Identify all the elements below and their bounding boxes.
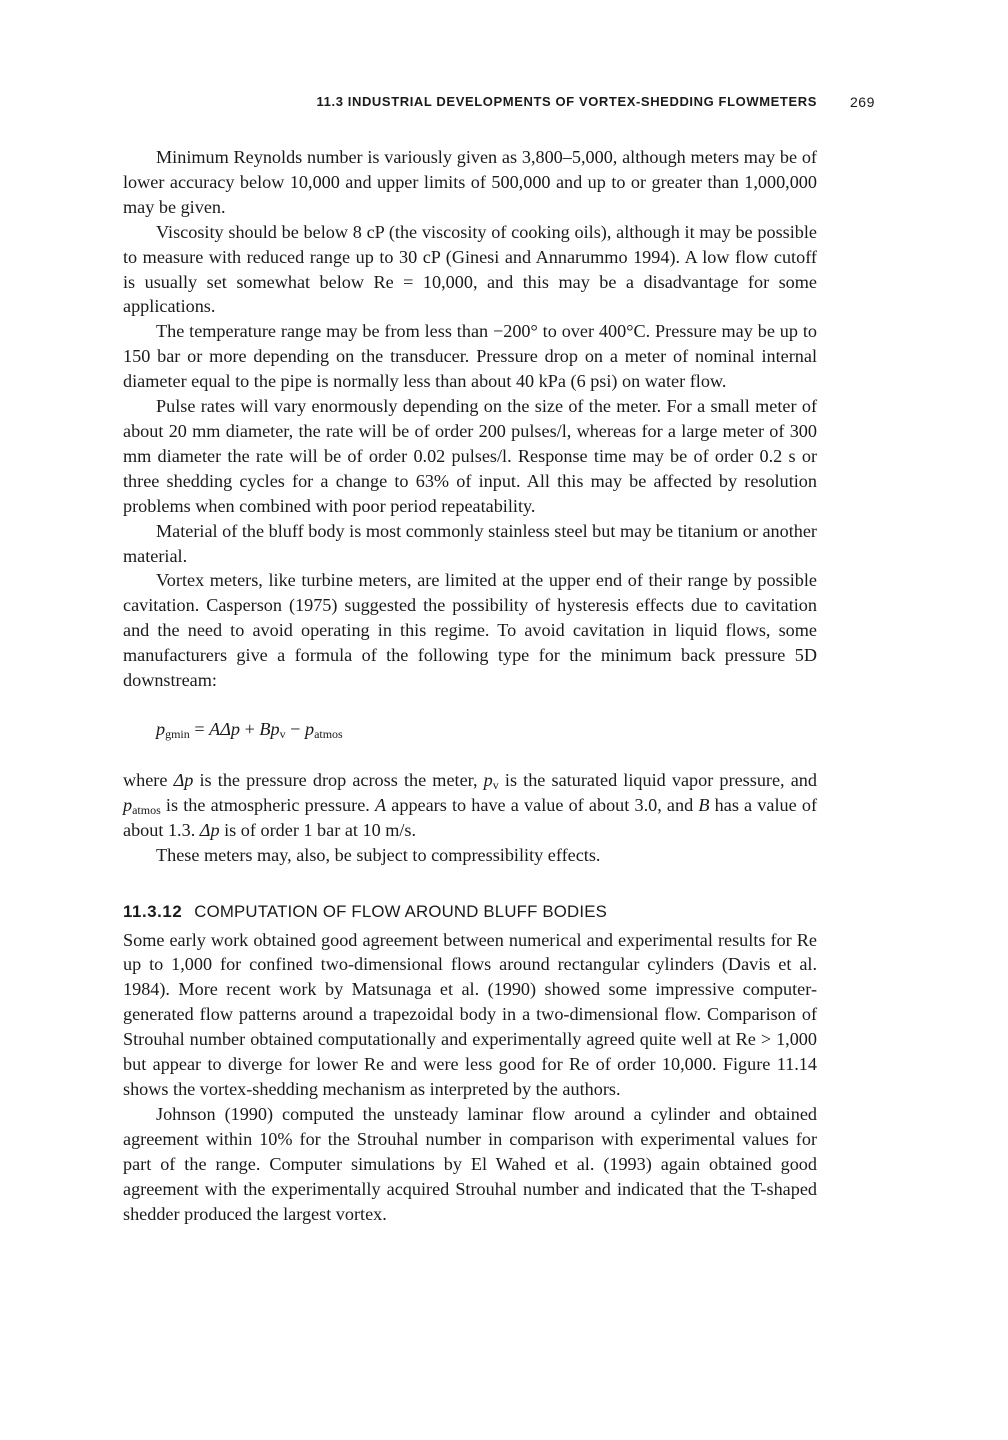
equation-coefficient-a: A — [209, 718, 221, 739]
paragraph-early-work: Some early work obtained good agreement between numerical and experimental results for Re up to 1,000 for confined two-dimensional flows around rectangular cylinders (Davis et al. 1984). More recent work by Matsunaga et al. (1990) showed some impressive computer-generated flow patterns around a trapezoidal body in a two-dimensional flow. Comparison of Strouhal number obtained computationally and experimentally agreed quite well at Re > 1,000 but appear to diverge for lower Re and were less good for Re of order 10,000. Figure 11.14 shows the vortex-shedding mechanism as interpreted by the authors. — [123, 929, 817, 1099]
page-number: 269 — [850, 94, 875, 110]
equation-lhs-subscript: gmin — [165, 726, 190, 741]
equation-coefficient-b: B — [259, 718, 271, 739]
symbol-v-subscript: v — [492, 777, 499, 792]
text-fragment: is of order 1 bar at 10 m/s. — [219, 819, 417, 840]
text-fragment: appears to have a value of about 3.0, and — [386, 794, 699, 815]
paragraph-johnson: Johnson (1990) computed the unsteady laminar flow around a cylinder and obtained agreement within 10% for the Strouhal number in comparison with experimental values for part of the range. Computer simulations by El Wahed et al. (1993) again obtained good agreement with the experimentally acquired Strouhal number and indicated that the T-shaped shedder produced the largest vortex. — [123, 1103, 817, 1224]
text-fragment: is the saturated liquid vapor pressure, and — [498, 769, 817, 790]
paragraph-compressibility: These meters may, also, be subject to compressibility effects. — [156, 844, 601, 865]
text-fragment: is the pressure drop across the meter, — [193, 769, 484, 790]
symbol-p: p — [483, 769, 493, 790]
paragraph-pulse-rates: Pulse rates will vary enormously depending on the size of the meter. For a small meter of about 20 mm diameter, the rate will be of order 200 pulses/l, whereas for a large meter of 300 mm diameter the rate will be of order 0.02 pulses/l. Response time may be of order 0.2 s or three shedding cycles for a change to 63% of input. All this may be affected by resolution problems when combined with poor period repeatability. — [123, 396, 817, 516]
symbol-atmos-subscript: atmos — [132, 802, 161, 817]
running-head: 11.3 INDUSTRIAL DEVELOPMENTS OF VORTEX-SHEDDING FLOWMETERS — [316, 94, 817, 109]
equation-lhs: p — [156, 718, 166, 739]
equation-atmospheric-subscript: atmos — [314, 726, 343, 741]
paragraph-equation-terms — [123, 768, 817, 843]
paragraph-reynolds: Minimum Reynolds number is variously given as 3,800–5,000, although meters may be of lower accuracy below 10,000 and upper limits of 500,000 and up to or greater than 1,000,000 may be given. — [123, 147, 817, 217]
text-fragment: has a value of about 1.3. — [123, 794, 818, 840]
text-fragment: where — [123, 769, 174, 790]
body-text — [123, 145, 817, 1226]
paragraph-viscosity: Viscosity should be below 8 cP (the viscosity of cooking oils), although it may be possible to measure with reduced range up to 30 cP (Ginesi and Annarummo 1994). A low flow cutoff is usually set somewhat below Re = 10,000, and this may be a disadvantage for some applications. — [123, 221, 817, 317]
symbol-b: B — [698, 794, 710, 815]
text-fragment: is the atmospheric pressure. — [160, 794, 375, 815]
equation-equals: = — [189, 718, 210, 739]
section-number: 11.3.12 — [123, 901, 183, 921]
section-title: COMPUTATION OF FLOW AROUND BLUFF BODIES — [194, 901, 608, 921]
equation-atmospheric-pressure: p — [304, 718, 315, 739]
equation-minus: − — [285, 718, 305, 739]
symbol-delta-p: Δp — [199, 819, 220, 840]
paragraph-cavitation: Vortex meters, like turbine meters, are limited at the upper end of their range by possible cavitation. Casperson (1975) suggested the possibility of hysteresis effects due to cavitation and the need to avoid operating in this regime. To avoid cavitation in liquid flows, some manufacturers give a formula of the following type for the minimum back pressure 5D downstream: — [123, 570, 817, 691]
section-heading — [123, 900, 817, 924]
equation-vapor-subscript: v — [279, 726, 286, 741]
paragraph-temperature: The temperature range may be from less than −200° to over 400°C. Pressure may be up to 150 bar or more depending on the transducer. Pressure drop on a meter of nominal internal diameter equal to the pipe is normally less than about 40 kPa (6 psi) on water flow. — [123, 321, 817, 392]
symbol-delta-p: Δp — [173, 769, 194, 790]
equation-plus: + — [240, 718, 260, 739]
equation-delta-p: Δp — [220, 718, 241, 739]
symbol-p: p — [123, 794, 133, 815]
back-pressure-equation — [156, 717, 817, 741]
symbol-a: A — [374, 794, 387, 815]
equation-vapor-pressure: p — [270, 718, 280, 739]
paragraph-material: Material of the bluff body is most commonly stainless steel but may be titanium or another material. — [123, 520, 817, 566]
